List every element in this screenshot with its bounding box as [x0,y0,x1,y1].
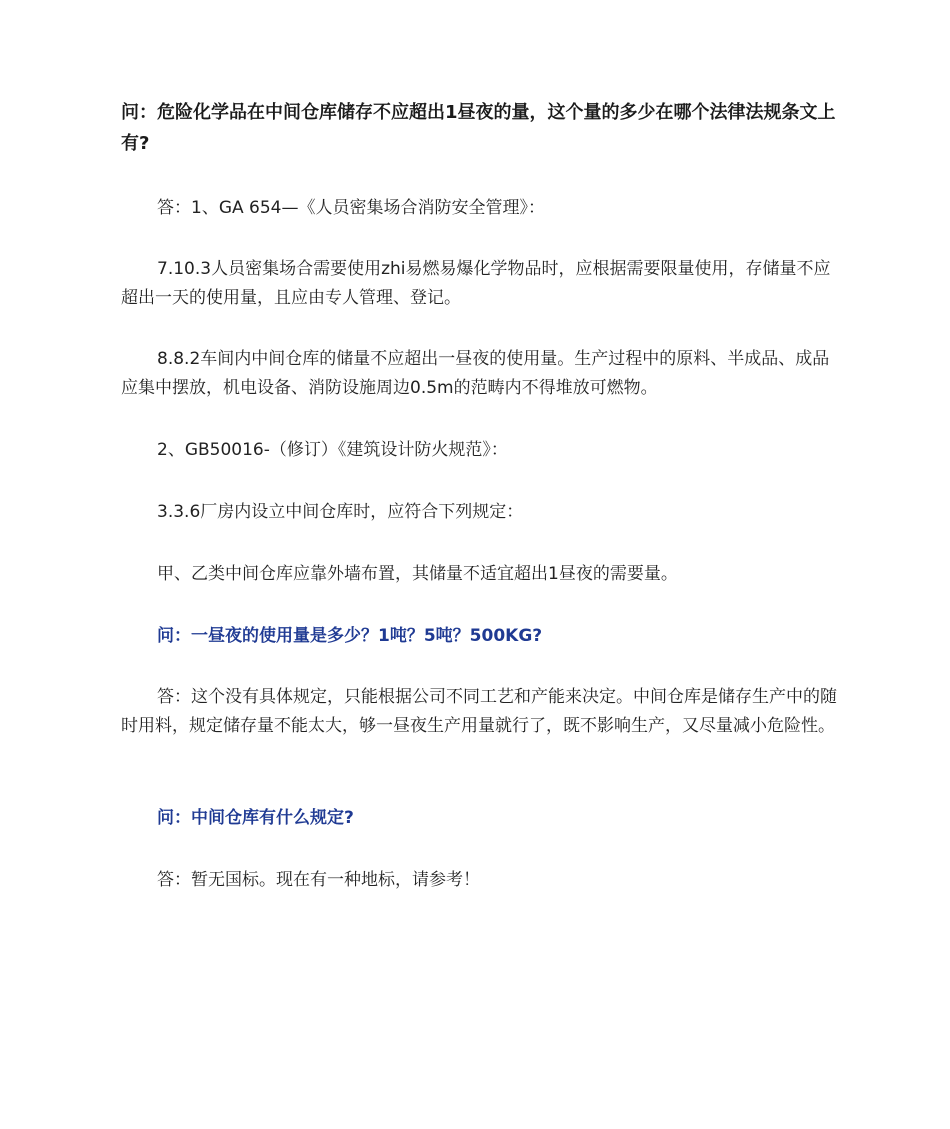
answer-daily-usage: 答：这个没有具体规定，只能根据公司不同工艺和产能来决定。中间仓库是储存生产中的随时用料，规定储存量不能太大，够一昼夜生产用量就行了，既不影响生产，又尽量减小危险性。 [121,687,837,736]
document-title: 问：危险化学品在中间仓库储存不应超出1昼夜的量，这个量的多少在哪个法律法规条文上有? [121,102,836,154]
paragraph-answer-2-intro: 2、GB50016-（修订）《建筑设计防火规范》： [157,440,508,460]
paragraph-clause-8-8-2: 8.8.2车间内中间仓库的储量不应超出一昼夜的使用量。生产过程中的原料、半成品、成品应集中摆放，机电设备、消防设施周边0.5m的范畴内不得堆放可燃物。 [121,349,830,398]
paragraph-clause-7-10-3: 7.10.3人员密集场合需要使用zhi易燃易爆化学物品时，应根据需要限量使用，存储量不应超出一天的使用量，且应由专人管理、登记。 [121,259,831,308]
paragraph-clause-3-3-6-item: 甲、乙类中间仓库应靠外墙布置，其储量不适宜超出1昼夜的需要量。 [157,564,678,584]
paragraph-answer-1-intro: 答：1、GA 654—《人员密集场合消防安全管理》： [157,198,545,218]
paragraph-clause-3-3-6: 3.3.6厂房内设立中间仓库时，应符合下列规定： [157,502,524,522]
question-warehouse-rules: 问：中间仓库有什么规定? [157,808,354,828]
answer-warehouse-rules: 答：暂无国标。现在有一种地标，请参考！ [157,870,480,890]
question-daily-usage: 问：一昼夜的使用量是多少？1吨？5吨？500KG? [157,626,543,646]
